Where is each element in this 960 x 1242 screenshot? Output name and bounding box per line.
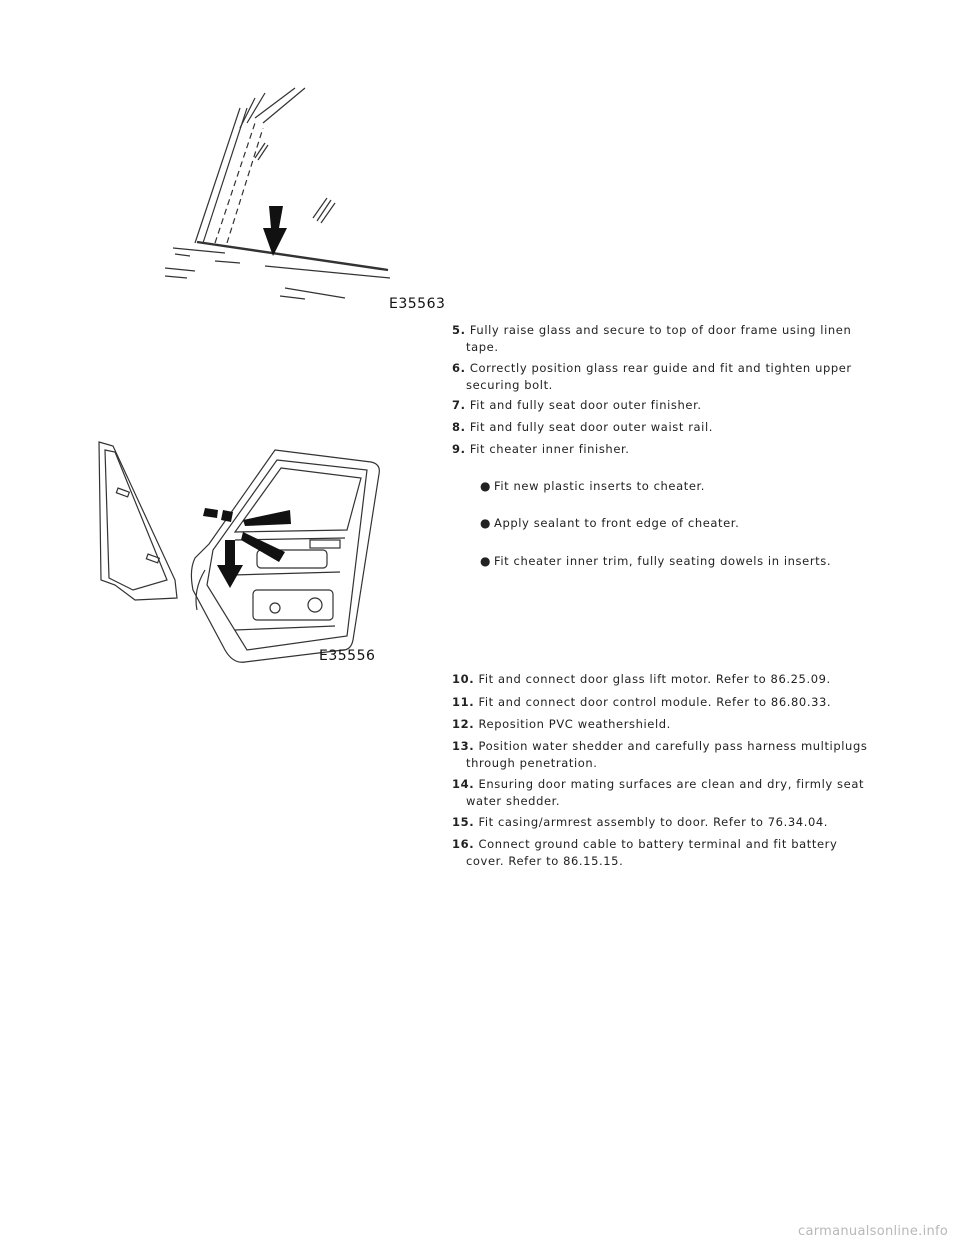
step-text: Fully raise glass and secure to top of door frame using linen — [469, 323, 852, 337]
step-text: Connect ground cable to battery terminal and fit battery — [478, 837, 838, 851]
step-text-cont: through penetration. — [466, 756, 598, 770]
step-text-cont: securing bolt. — [466, 378, 553, 392]
step-9 — [452, 441, 872, 458]
step-11 — [452, 694, 872, 711]
step-7 — [452, 397, 872, 414]
step-text: Position water shedder and carefully pass harness multiplugs — [478, 739, 868, 753]
step-text: Fit and connect door glass lift motor. Refer to 86.25.09. — [478, 672, 831, 686]
step-text: Fit and connect door control module. Refer to 86.80.33. — [478, 695, 832, 709]
door-cheater-illustration — [85, 440, 385, 672]
bullet-icon: ● — [480, 516, 492, 530]
step-text: Reposition PVC weathershield. — [478, 717, 671, 731]
site-watermark: carmanualsonline.info — [798, 1224, 949, 1239]
step-text: Fit casing/armrest assembly to door. Refer to 76.34.04. — [478, 815, 829, 829]
sub-step-1 — [480, 478, 880, 495]
sub-step-text: Apply sealant to front edge of cheater. — [494, 516, 740, 530]
step-number: 15. — [452, 815, 475, 829]
figure-door-cheater — [85, 440, 385, 672]
step-14 — [452, 776, 872, 810]
step-10 — [452, 671, 872, 688]
step-text-cont: tape. — [466, 340, 499, 354]
step-number: 6. — [452, 361, 466, 375]
step-number: 9. — [452, 442, 466, 456]
sub-step-text: Fit cheater inner trim, fully seating dowels in inserts. — [494, 554, 832, 568]
glass-frame-illustration — [155, 78, 455, 318]
step-number: 14. — [452, 777, 475, 791]
step-text: Fit and fully seat door outer waist rail. — [469, 420, 714, 434]
step-number: 5. — [452, 323, 466, 337]
step-number: 12. — [452, 717, 475, 731]
step-number: 10. — [452, 672, 475, 686]
step-text: Fit cheater inner finisher. — [469, 442, 630, 456]
step-5 — [452, 322, 872, 356]
step-text-cont: cover. Refer to 86.15.15. — [466, 854, 624, 868]
sub-step-3 — [480, 553, 880, 570]
step-16 — [452, 836, 872, 870]
step-text: Fit and fully seat door outer finisher. — [469, 398, 702, 412]
figure-2-label: E35556 — [319, 648, 376, 664]
figure-glass-frame — [155, 78, 455, 318]
step-15 — [452, 814, 872, 831]
step-13 — [452, 738, 872, 772]
figure-1-label: E35563 — [389, 296, 446, 312]
step-text: Ensuring door mating surfaces are clean and dry, firmly seat — [478, 777, 865, 791]
step-number: 13. — [452, 739, 475, 753]
step-number: 11. — [452, 695, 475, 709]
step-6 — [452, 360, 872, 394]
bullet-icon: ● — [480, 554, 492, 568]
sub-step-2 — [480, 515, 880, 532]
step-number: 7. — [452, 398, 466, 412]
step-number: 8. — [452, 420, 466, 434]
step-12 — [452, 716, 872, 733]
step-text-cont: water shedder. — [466, 794, 561, 808]
sub-step-text: Fit new plastic inserts to cheater. — [494, 479, 706, 493]
step-text: Correctly position glass rear guide and fit and tighten upper — [469, 361, 852, 375]
bullet-icon: ● — [480, 479, 492, 493]
step-number: 16. — [452, 837, 475, 851]
step-8 — [452, 419, 872, 436]
